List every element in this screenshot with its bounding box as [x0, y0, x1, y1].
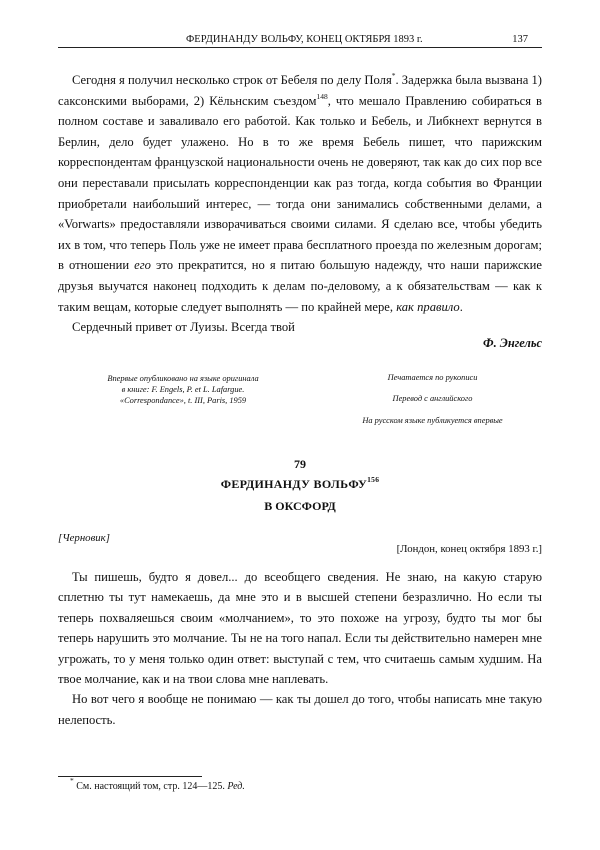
paragraph: Сегодня я получил несколько строк от Бебеля по делу Поля*. Задержка была вызвана 1) саксонскими выборами, 2) Кёльнским съездом$^{148}$, что мешало Правлению собираться в полном составе и заваливало его работой. Как только и Бебель, и Либкнехт вернутся в Берлин, дело будет улажено. Но в то же время Бебель пишет, что парижским корреспондентам французской национальности очень не доверяют, так как до сих пор все они переставали присылать корреспонденции как раз тогда, когда события во Франции приобретали наибольший интерес, — тогда они занимались собственными делами, а «Vorwarts» предоставляли изворачиваться своими силами. Я сделаю все, чтобы убедить их в том, что теперь Поль уже не имеет права бесплатного проезда по железным дорогам; в отношении его это прекратится, но я питаю большую надежду, что наши парижские друзья выучатся наконец подходить к делам по-деловому, а к обязательствам — как к таким вещам, которые следует выполнять — по крайней мере, как правило. [58, 71, 543, 314]
endnote-ref[interactable]: 148 [316, 91, 328, 101]
closing-paragraph: Сердечный привет от Луизы. Всегда твой [72, 320, 295, 335]
publication-note: Впервые опубликовано на языке оригинала в книге: F. Engels, P. et L. Lafargue. «Correspondance», t. III, Paris, 1959 [107, 374, 259, 405]
letter-number: 79 [294, 457, 306, 471]
draft-label: [Черновик] [58, 532, 110, 544]
signature: Ф. Энгельс [483, 336, 542, 350]
paragraph: Ты пишешь, будто я довел... до всеобщего сведения. Не знаю, на какую старую сплетню ты тут намекаешь, да мне это и в высшей степени безразлично. Но если ты теперь похваляешься своим «молчанием», то это похоже на угрозу, будто ты мог бы теперь нарушить это молчание. Ты не на того напал. Если ты действительно намерен мне угрожать, то у меня только один ответ: выступай с тем, что считаешь самым худшим. На твое молчание, как и на твои слова мне наплевать. [58, 570, 542, 687]
footnote-marker[interactable]: * [391, 71, 396, 80]
page-number: 137 [512, 34, 528, 45]
footnote: * См. настоящий том, стр. 124—125. Ред. [70, 776, 245, 792]
running-title: ФЕРДИНАНДУ ВОЛЬФУ, КОНЕЦ ОКТЯБРЯ 1893 г. [186, 34, 423, 45]
letter-subtitle: В ОКСФОРД [264, 499, 336, 513]
paragraph: Но вот чего я вообще не понимаю — как ты дошел до того, чтобы написать мне такую нелепость. [58, 692, 542, 727]
endnote-ref[interactable]: 156 [367, 475, 380, 484]
running-header [58, 33, 542, 48]
letter-title: ФЕРДИНАНДУ ВОЛЬФУ$^{156}$ [220, 475, 380, 491]
letter-body-2 [58, 567, 542, 730]
letter-body [58, 70, 542, 338]
dateline: [Лондон, конец октября 1893 г.] [396, 543, 542, 555]
footnote-divider [58, 776, 202, 777]
